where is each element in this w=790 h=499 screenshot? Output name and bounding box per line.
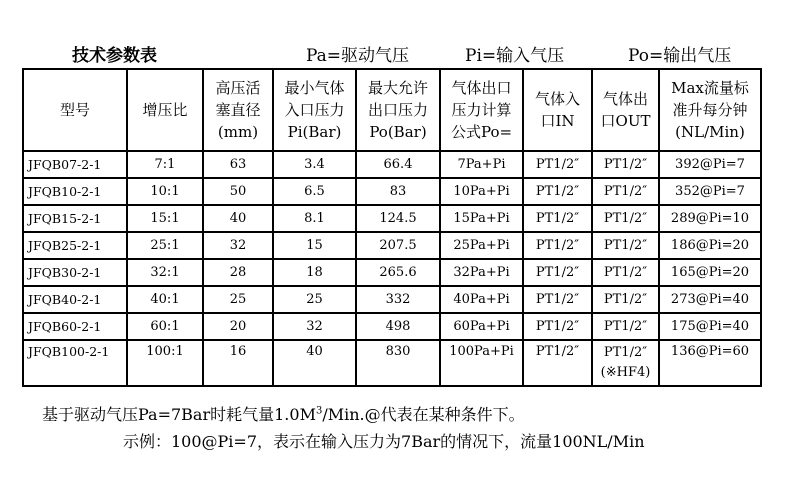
table-cell: 352@Pi=7 [659,178,761,205]
table-cell: 3.4 [273,151,356,178]
table-cell: 15 [273,232,356,259]
header-cell: 型号 [23,69,127,151]
header-cell: 高压活 塞直径 (mm) [203,69,273,151]
table-cell: 100:1 [127,340,203,386]
table-cell: PT1/2″ [592,232,659,259]
table-cell: 15:1 [127,205,203,232]
table-cell: 10Pa+Pi [440,178,523,205]
table-cell: PT1/2″ [523,286,592,313]
table-cell: 40 [273,340,356,386]
table-cell: PT1/2″ [592,205,659,232]
model-cell: JFQB60-2-1 [23,313,127,340]
header-cell: 最大允许 出口压力 Po(Bar) [356,69,440,151]
table-cell: 8.1 [273,205,356,232]
table-cell: PT1/2″ [592,151,659,178]
table-cell: 265.6 [356,259,440,286]
footer-note-2: 示例：100@Pi=7，表示在输入压力为7Bar的情况下，流量100NL/Min [123,432,645,451]
table-cell: 25Pa+Pi [440,232,523,259]
table-body [23,151,761,386]
outlet-footnote: (※HF4) [600,365,651,380]
outlet-value: PT1/2″ [603,345,648,360]
header-cell: 气体出 口OUT [592,69,659,151]
table-cell: 830 [356,340,440,386]
table-cell: 18 [273,259,356,286]
table-cell: PT1/2″ [592,313,659,340]
header-cell: 增压比 [127,69,203,151]
table-cell: PT1/2″ [592,178,659,205]
table-cell: 15Pa+Pi [440,205,523,232]
table-cell: 32Pa+Pi [440,259,523,286]
table-cell: 165@Pi=20 [659,259,761,286]
table-cell: 25:1 [127,232,203,259]
table-cell: PT1/2″ [523,205,592,232]
model-cell: JFQB07-2-1 [23,151,127,178]
table-cell: PT1/2″ [523,313,592,340]
table-cell: 332 [356,286,440,313]
table-row [23,259,761,286]
table-row [23,151,761,178]
table-cell: PT1/2″ [523,232,592,259]
table-row [23,178,761,205]
legend-po: Po=输出气压 [628,46,732,66]
table-cell: 100Pa+Pi [440,340,523,386]
model-cell: JFQB100-2-1 [23,340,127,386]
table-cell: PT1/2″ [592,286,659,313]
spec-table [22,68,762,387]
table-cell: 40 [203,205,273,232]
table-row [23,340,761,386]
table-cell: 7Pa+Pi [440,151,523,178]
table-cell: 60:1 [127,313,203,340]
table-cell: 175@Pi=40 [659,313,761,340]
model-cell: JFQB25-2-1 [23,232,127,259]
table-cell: PT1/2″ [523,151,592,178]
table-cell: 60Pa+Pi [440,313,523,340]
table-row [23,232,761,259]
table-cell: 32 [203,232,273,259]
table-cell: 63 [203,151,273,178]
table-cell: 498 [356,313,440,340]
table-cell: 28 [203,259,273,286]
table-cell: 32 [273,313,356,340]
table-cell: 6.5 [273,178,356,205]
table-cell [592,340,659,386]
table-cell: 20 [203,313,273,340]
table-cell: 40:1 [127,286,203,313]
table-cell: PT1/2″ [523,340,592,386]
table-cell: 392@Pi=7 [659,151,761,178]
table-cell: 83 [356,178,440,205]
header-cell: 最小气体 入口压力 Pi(Bar) [273,69,356,151]
header-row [23,69,761,151]
table-title: 技术参数表 [72,46,157,66]
table-cell: 25 [273,286,356,313]
table-row [23,286,761,313]
table-cell: 136@Pi=60 [659,340,761,386]
footer-note-1-part-a: 基于驱动气压Pa=7Bar时耗气量1.0M [42,405,316,424]
header-cell: 气体入 口IN [523,69,592,151]
table-cell: 66.4 [356,151,440,178]
table-cell: 273@Pi=40 [659,286,761,313]
footer-note-1 [42,402,525,425]
table-cell: 50 [203,178,273,205]
table-cell: 10:1 [127,178,203,205]
header-cell: Max流量标 准升每分钟 (NL/Min) [659,69,761,151]
table-cell: PT1/2″ [523,178,592,205]
footer-superscript: 3 [315,405,323,417]
model-cell: JFQB15-2-1 [23,205,127,232]
header-cell: 气体出口 压力计算 公式Po= [440,69,523,151]
table-cell: 32:1 [127,259,203,286]
model-cell: JFQB10-2-1 [23,178,127,205]
table-cell: 7:1 [127,151,203,178]
table-row [23,205,761,232]
table-row [23,313,761,340]
legend-pa: Pa=驱动气压 [306,46,410,66]
title-row [0,44,790,68]
table-cell: PT1/2″ [523,259,592,286]
table-cell: 186@Pi=20 [659,232,761,259]
table-cell: 207.5 [356,232,440,259]
table-cell: 124.5 [356,205,440,232]
table-cell: 289@Pi=10 [659,205,761,232]
legend-pi: Pi=输入气压 [465,46,565,66]
table-cell: 25 [203,286,273,313]
table-cell: 16 [203,340,273,386]
table-cell: 40Pa+Pi [440,286,523,313]
footer-note-1-part-b: /Min.@代表在某种条件下。 [322,405,525,424]
model-cell: JFQB40-2-1 [23,286,127,313]
table-cell: PT1/2″ [592,259,659,286]
model-cell: JFQB30-2-1 [23,259,127,286]
